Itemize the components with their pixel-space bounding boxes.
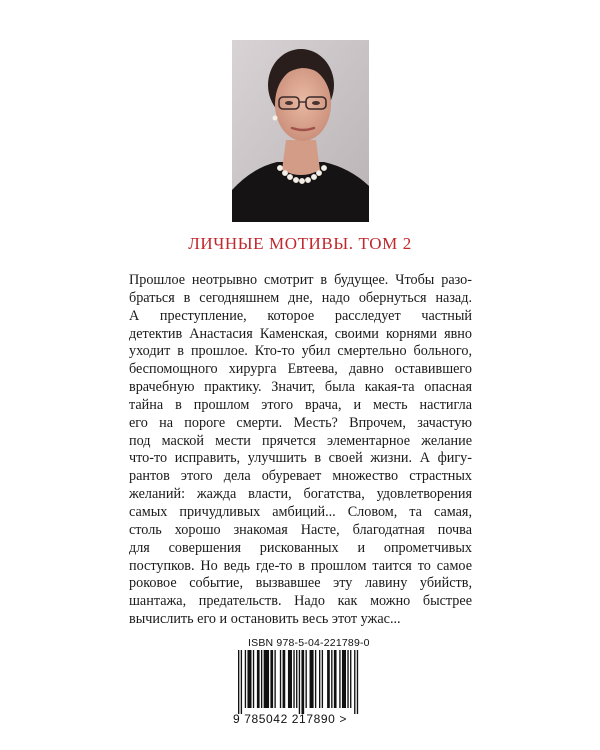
barcode-bar [247, 650, 251, 708]
barcode-bar [342, 650, 346, 708]
blurb-line: под маской мести прячется элементарное желание [129, 432, 472, 449]
blurb-line: Прошлое неотрывно смотрит в будущее. Чтобы разо- [129, 272, 472, 288]
barcode-bar [357, 650, 358, 714]
barcode-bar [319, 650, 320, 708]
barcode-bar [238, 650, 239, 714]
barcode-bar [241, 650, 242, 714]
barcode-bar [288, 650, 292, 708]
blurb-line: врачебную практику. Значит, была какая-та опасная [129, 379, 472, 396]
barcode-bar [270, 650, 273, 708]
blurb-line: уходит в прошлое. Кто-то убил смертельно больного, [129, 343, 472, 360]
barcode-bar [339, 650, 340, 708]
barcode-bar [253, 650, 254, 708]
barcode-bar [301, 650, 304, 714]
barcode-bar [350, 650, 351, 708]
blurb-line: его на пороге смерти. Месть? Впрочем, зачастую [129, 414, 472, 431]
barcode-bar [354, 650, 355, 714]
barcode-bar [296, 650, 297, 708]
barcode-bar [280, 650, 281, 708]
barcode-bar [283, 650, 286, 708]
barcode-bar [331, 650, 332, 708]
blurb-line: самых причудливых амбиций... Словом, та самая, [129, 503, 472, 520]
blurb-line: роковое событие, вызвавшее эту лавину убийств, [129, 575, 472, 592]
barcode-bar [245, 650, 246, 708]
blurb-line: вычислить его и остановить весь этот ужас... [129, 611, 401, 628]
barcode-bar [306, 650, 307, 708]
barcode-bar [274, 650, 275, 708]
barcode-bar [334, 650, 337, 708]
blurb-line: А преступление, которое расследует частный [129, 307, 472, 324]
blurb-line: что-то исправить, улучшить в своей жизни. А фигу- [129, 450, 472, 467]
barcode-bar [315, 650, 316, 708]
barcode-bar [293, 650, 294, 708]
barcode-bar [261, 650, 262, 708]
author-portrait-image [232, 40, 369, 222]
blurb-line: желаний: жажда власти, богатства, удовлетворения [129, 486, 472, 503]
blurb-line: поступков. Но ведь где-то в прошлом таится то самое [129, 557, 472, 574]
barcode-bar [299, 650, 300, 714]
isbn-label: ISBN 978-5-04-221789-0 [248, 637, 370, 649]
barcode-bar [310, 650, 314, 708]
blurb-line: рантов этого дела обуревает множество страстных [129, 468, 472, 485]
blurb-line: для совершения рискованных и опрометчивых [129, 539, 472, 556]
barcode [236, 650, 368, 714]
barcode-bars [236, 650, 368, 714]
barcode-bar [327, 650, 330, 708]
blurb-line: столь хорошо знакомая Насте, благодатная почва [129, 521, 472, 538]
blurb-text [129, 272, 472, 629]
barcode-bar [264, 650, 269, 708]
barcode-digits: 9 785042 217890 > [233, 712, 347, 726]
author-photo [232, 40, 369, 222]
blurb-line: тайна в прошлом этого врача, и месть настигла [129, 396, 472, 413]
barcode-bar [257, 650, 260, 708]
blurb-line: шантажа, предательств. Надо как можно быстрее [129, 593, 472, 610]
blurb-line: браться в сегодняшнем дне, надо обернуться назад. [129, 289, 472, 306]
blurb-line: беспомощного хирурга Евтеева, давно оставившего [129, 361, 472, 378]
blurb-line: детектив Анастасия Каменская, своими корнями явно [129, 325, 472, 342]
barcode-bar [347, 650, 348, 708]
barcode-bar [322, 650, 323, 708]
book-title: ЛИЧНЫЕ МОТИВЫ. ТОМ 2 [188, 234, 412, 253]
